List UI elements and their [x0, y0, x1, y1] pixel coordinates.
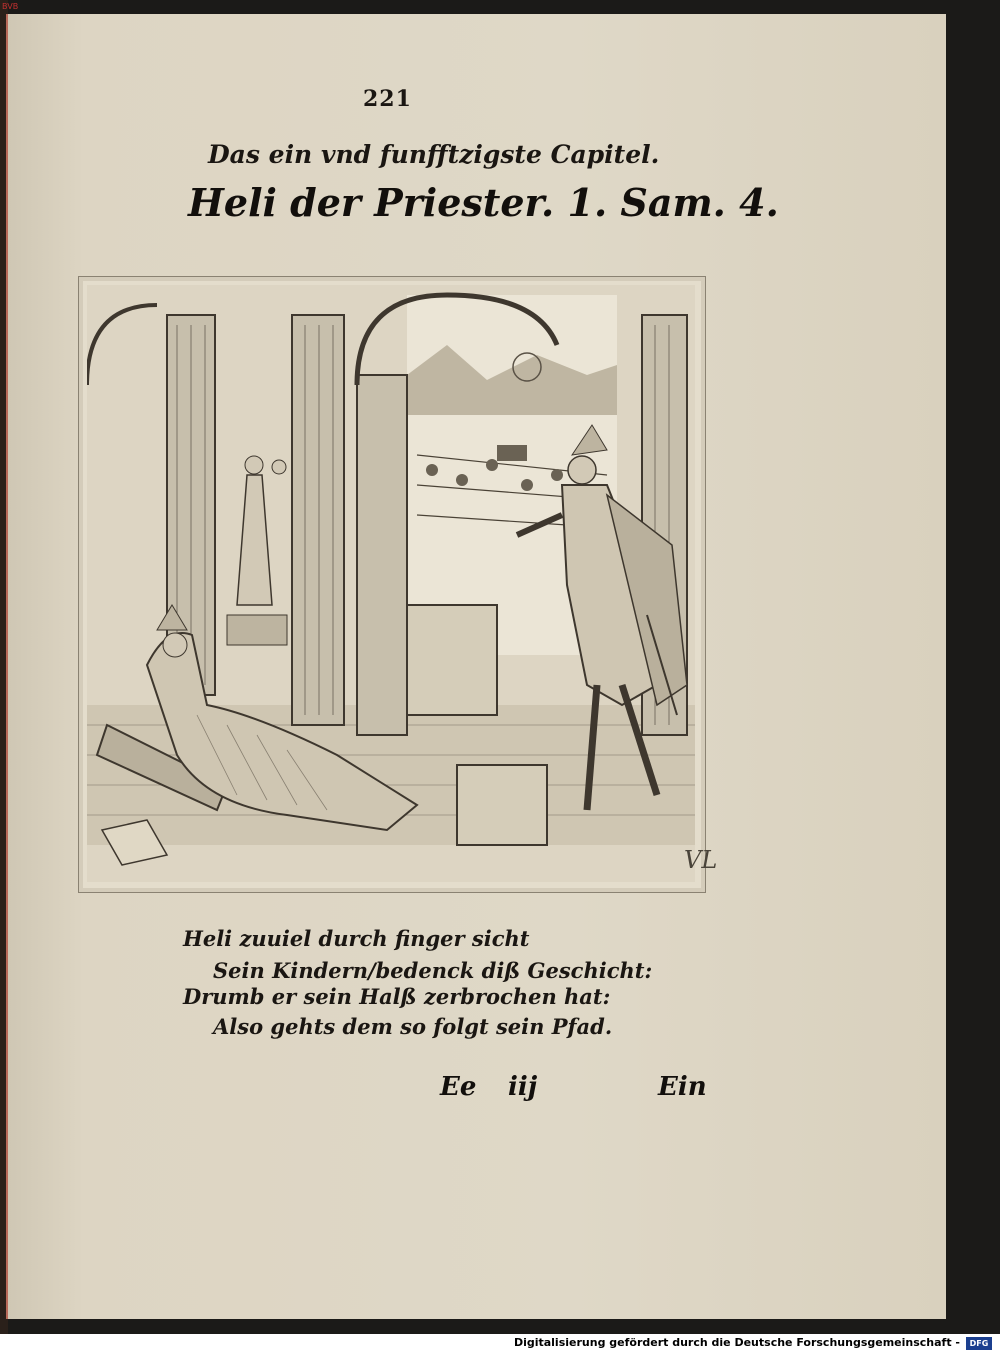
book-page [6, 14, 946, 1319]
verse-line-4: Also gehts dem so folgt sein Pfad. [213, 1014, 613, 1039]
signature-mark: Ee [440, 1072, 477, 1102]
verse-line-1: Heli zuuiel durch finger sicht [183, 926, 530, 951]
verse-line-2: Sein Kindern/bedenck diß Geschicht: [213, 958, 653, 983]
catchword: Ein [658, 1072, 707, 1102]
signature-number: iij [508, 1072, 538, 1102]
chapter-heading: Das ein vnd funfftzigste Capitel. [208, 140, 660, 169]
dfg-logo-icon: DFG [966, 1337, 992, 1350]
engraver-monogram: VL [684, 846, 718, 874]
chapter-subtitle: Heli der Priester. 1. Sam. 4. [188, 180, 779, 225]
page-number: 221 [363, 86, 412, 112]
engraving-illustration [78, 276, 706, 893]
footer-bar [0, 1334, 1000, 1354]
footer-credit: Digitalisierung gefördert durch die Deutsche Forschungsgemeinschaft - [513, 1336, 960, 1349]
verse-line-3: Drumb er sein Halß zerbrochen hat: [183, 984, 611, 1009]
engraving-eli-priest-icon [87, 285, 695, 882]
scan-label: BVB [2, 2, 19, 11]
